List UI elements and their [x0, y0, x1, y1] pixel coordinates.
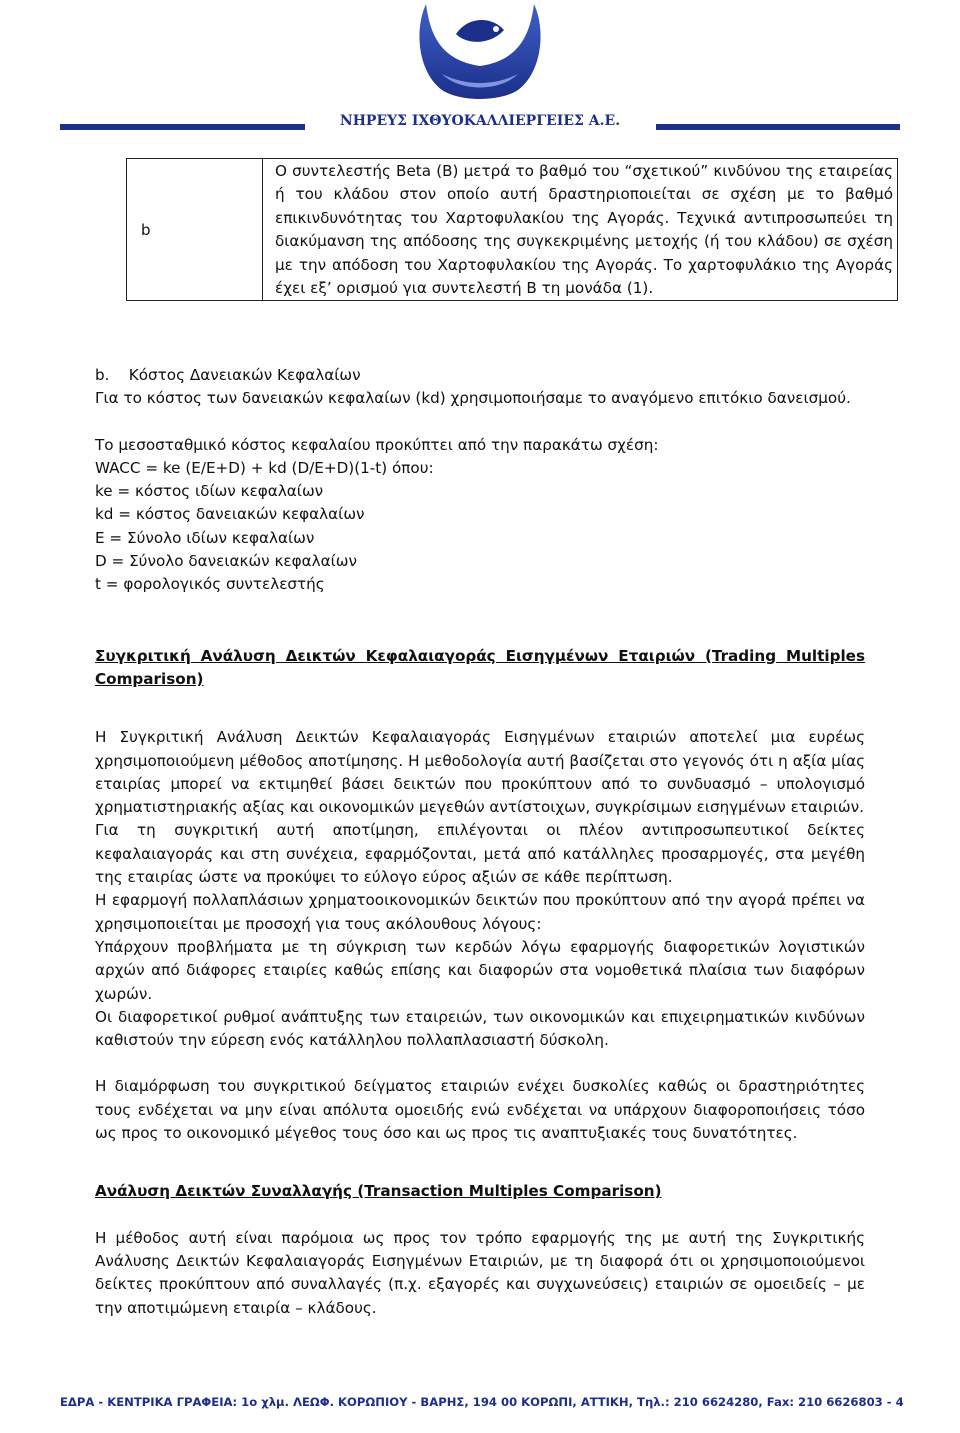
company-logo-icon: [412, 0, 548, 104]
transaction-multiples-heading: Ανάλυση Δεικτών Συναλλαγής (Transaction Multiples Comparison): [95, 1182, 662, 1201]
table-row: [127, 159, 898, 301]
trading-paragraph-1: Η Συγκριτική Ανάλυση Δεικτών Κεφαλαιαγοράς Εισηγμένων εταιριών αποτελεί μια ευρέως χρησιμοποιούμενη μέθοδος αποτίμησης. Η μεθοδολογία αυτή βασίζεται στο γεγονός ότι η αξία μίας εταιρίας μπορεί να εκτιμηθεί βάσει δεικτών που προκύπτουν από το συνδυασμό – υπολογισμό χρηματιστηριακής αξίας και οικονομικών μεγεθών αντίστοιχων, συγκρίσιμων εισηγμένων εταιριών.: [95, 728, 865, 817]
wacc-definition-kd: kd = κόστος δανειακών κεφαλαίων: [95, 505, 365, 524]
wacc-definition-e: E = Σύνολο ιδίων κεφαλαίων: [95, 528, 315, 547]
company-name: ΝΗΡΕΥΣ ΙΧΘΥΟΚΑΛΛΙΕΡΓΕΙΕΣ Α.Ε.: [339, 113, 621, 129]
section-b-title: b. Κόστος Δανειακών Κεφαλαίων: [95, 366, 361, 384]
trading-paragraph-3: Η εφαρμογή πολλαπλάσιων χρηματοοικονομικών δεικτών που προκύπτουν από την αγορά πρέπει να χρησιμοποιείται με προσοχή για τους ακόλουθους λόγους:: [95, 891, 865, 933]
trading-multiples-heading: Συγκριτική Ανάλυση Δεικτών Κεφαλαιαγοράς Εισηγμένων Εταιριών (Trading Multiples Comparison): [95, 646, 865, 688]
document-body: [95, 364, 865, 1320]
header-rule-right: [656, 124, 900, 130]
wacc-definition-ke: ke = κόστος ιδίων κεφαλαίων: [95, 482, 324, 501]
wacc-intro: Το μεσοσταθμικό κόστος κεφαλαίου προκύπτει από την παρακάτω σχέση:: [95, 435, 659, 454]
trading-paragraph-2: Για τη συγκριτική αυτή αποτίμηση, επιλέγονται οι πλέον αντιπροσωπευτικοί δείκτες κεφαλαιαγοράς και στη συνέχεια, εφαρμόζονται, μετά από κατάλληλες προσαρμογές, στα μεγέθη της εταιρίας ώστε να προκύψει το εύλογο εύρος αξιών σε κάθε περίπτωση.: [95, 821, 865, 887]
trading-closing-paragraph: Η διαμόρφωση του συγκριτικού δείγματος εταιριών ενέχει δυσκολίες καθώς οι δραστηριότητες τους ενδέχεται να μην είναι απόλυτα ομοειδής ενώ ενδέχεται να υπάρχουν διαφοροποιήσεις τόσο ως προς το οικονομικό μέγεθος τους όσο και ως προς τις αναπτυξιακές τους δυνατότητες.: [95, 1077, 865, 1143]
trading-paragraph-4: Υπάρχουν προβλήματα με τη σύγκριση των κερδών λόγω εφαρμογής διαφορετικών λογιστικών αρχών από διάφορες εταιρίες καθώς επίσης και διαφορών στα νομοθετικά πλαίσια των διαφόρων χωρών.: [95, 937, 865, 1003]
page-footer: ΕΔΡΑ - ΚΕΝΤΡΙΚΑ ΓΡΑΦΕΙΑ: 1ο χλμ. ΛΕΩΦ. ΚΟΡΩΠΙΟΥ - ΒΑΡΗΣ, 194 00 ΚΟΡΩΠΙ, ΑΤΤΙΚΗ, Τηλ.: 210 6624280, Fax: 210 6626803 - 4: [60, 1395, 904, 1409]
wacc-definition-t: t = φορολογικός συντελεστής: [95, 575, 325, 594]
wacc-definition-d: D = Σύνολο δανειακών κεφαλαίων: [95, 552, 357, 571]
header-rule-left: [60, 124, 305, 130]
section-b-text: Για το κόστος των δανειακών κεφαλαίων (kd) χρησιμοποιήσαμε το αναγόμενο επιτόκιο δανεισμού.: [95, 389, 851, 408]
page-header: [0, 0, 960, 140]
transaction-paragraph: Η μέθοδος αυτή είναι παρόμοια ως προς τον τρόπο εφαρμογής της με αυτή της Συγκριτικής Ανάλυσης Δεικτών Κεφαλαιαγοράς Εισηγμένων Εταιριών, με τη διαφορά ότι οι χρησιμοποιούμενοι δείκτες προκύπτουν από συναλλαγές (π.χ. εξαγορές και συγχωνεύσεις) εταιριών σε ομοειδείς – με την αποτιμώμενη εταιρία – κλάδους.: [95, 1228, 865, 1317]
definition-term: b: [127, 159, 263, 301]
wacc-formula: WACC = ke (E/E+D) + kd (D/E+D)(1-t) όπου:: [95, 458, 434, 477]
definition-table: [126, 158, 898, 301]
definition-description: Ο συντελεστής Beta (B) μετρά το βαθμό του “σχετικού” κινδύνου της εταιρείας ή του κλάδου στον οποίο αυτή δραστηριοποιείται σε σχέση με το βαθμό επικινδυνότητας του Χαρτοφυλακίου της Αγοράς. Τεχνικά αντιπροσωπεύει τη διακύμανση της απόδοσης της συγκεκριμένης μετοχής (ή του κλάδου) σε σχέση με την απόδοση του Χαρτοφυλακίου της Αγοράς. Το χαρτοφυλάκιο της Αγοράς έχει εξ’ ορισμού για συντελεστή B τη μονάδα (1).: [263, 159, 898, 301]
trading-paragraph-5: Οι διαφορετικοί ρυθμοί ανάπτυξης των εταιρειών, των οικονομικών και επιχειρηματικών κινδύνων καθιστούν την εύρεση ενός κατάλληλου πολλαπλασιαστή δύσκολη.: [95, 1007, 865, 1050]
